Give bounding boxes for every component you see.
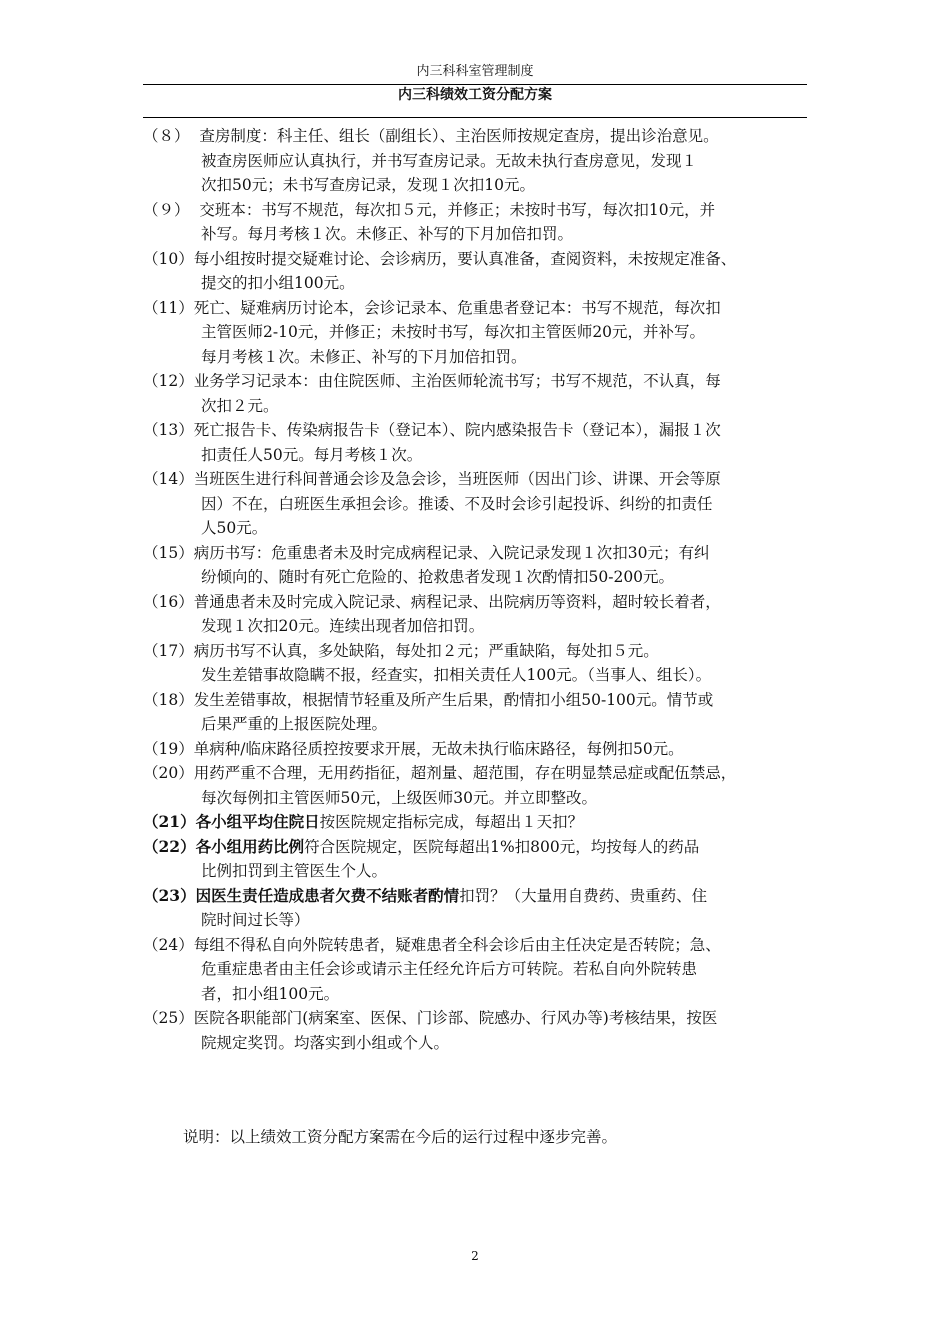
clause-number: （21）: [143, 812, 196, 831]
clause-continuation-line: 发现１次扣20元。连续出现者加倍扣罚。: [201, 617, 485, 635]
clause-number: （22）: [143, 836, 196, 856]
clause-continuation-line: 院规定奖罚。均落实到小组或个人。: [201, 1033, 450, 1052]
clause-first-line: [143, 639, 823, 664]
clause-line-text: 当班医生进行科间普通会诊及急会诊，当班医师（因出门诊、讲课、开会等原: [193, 470, 721, 488]
running-header: 内三科科室管理制度: [416, 64, 534, 79]
clause-first-line: [143, 810, 823, 835]
clause-first-line: [143, 884, 823, 909]
clause-item: [143, 369, 823, 418]
clause-line-text: 按医院规定指标完成，每超出１天扣？: [319, 813, 584, 831]
clause-number: （19）: [143, 739, 194, 758]
clause-text: [194, 418, 823, 443]
clause-number: （23）: [143, 885, 196, 905]
clause-continuation-line: 人50元。: [201, 519, 268, 537]
clause-item: [143, 688, 823, 737]
clause-number: （９）: [143, 200, 200, 219]
clause-number: （25）: [143, 1009, 194, 1027]
document-body: [143, 124, 823, 1055]
clause-item: [143, 467, 823, 541]
clause-number: （20）: [143, 764, 194, 782]
clause-line-text: 死亡报告卡、传染病报告卡（登记本）、院内感染报告卡（登记本），漏报１次: [193, 421, 721, 439]
clause-continuation-line: 危重症患者由主任会诊或请示主任经允许后方可转院。若私自向外院转患: [201, 960, 698, 978]
clause-item: [143, 884, 823, 933]
clause-line-text: 业务学习记录本：由住院医师、主治医师轮流书写；书写不规范，不认真，每: [193, 372, 721, 390]
clause-text: [196, 810, 823, 835]
clause-number: （12）: [143, 372, 194, 390]
clause-continuation-line: 纷倾向的、随时有死亡危险的、抢救患者发现１次酌情扣50-200元。: [201, 568, 675, 586]
clause-item: [143, 810, 823, 835]
clause-bold-lead: 各小组用药比例: [195, 836, 305, 856]
page-number: 2: [471, 1249, 479, 1263]
clause-first-line: [143, 247, 823, 272]
title-rule: [143, 117, 807, 118]
clause-line-text: 发生差错事故，根据情节轻重及所产生后果，酌情扣小组50-100元。情节或: [193, 690, 714, 709]
clause-number: （10）: [143, 249, 194, 268]
clause-text: [194, 933, 823, 958]
clause-text: [194, 737, 823, 762]
clause-item: [143, 761, 823, 810]
clause-item: [143, 933, 823, 1007]
clause-text: [199, 198, 823, 223]
clause-first-line: [143, 590, 823, 615]
clause-text: [199, 124, 823, 149]
clause-continuation-line: 每月考核１次。未修正、补写的下月加倍扣罚。: [201, 347, 527, 366]
clause-item: [143, 124, 823, 198]
clause-item: [143, 835, 823, 884]
clause-continuation-line: 院时间过长等）: [201, 911, 310, 929]
clause-first-line: [143, 761, 823, 786]
clause-number: （16）: [143, 592, 194, 611]
clause-continuation-line: 次扣50元；未书写查房记录，发现１次扣10元。: [201, 176, 535, 194]
clause-continuation-line: 比例扣罚到主管医生个人。: [201, 862, 388, 880]
clause-text: [194, 1006, 823, 1031]
clause-text: [196, 884, 823, 909]
clause-continuation-line: 被查房医师应认真执行，并书写查房记录。无故未执行查房意见，发现１: [201, 151, 698, 170]
clause-line-text: 单病种/临床路径质控按要求开展，无故未执行临床路径，每例扣50元。: [193, 739, 684, 758]
clause-item: [143, 247, 823, 296]
clause-line-text: 每组不得私自向外院转患者，疑难患者全科会诊后由主任决定是否转院；急、: [193, 935, 721, 954]
clause-first-line: [143, 541, 823, 566]
clause-continuation-line: 发生差错事故隐瞒不报，经查实，扣相关责任人100元。（当事人、组长）。: [201, 666, 712, 684]
clause-number: （11）: [143, 298, 194, 317]
clause-first-line: [143, 933, 823, 958]
clause-line-text: 每小组按时提交疑难讨论、会诊病历，要认真准备，查阅资料，未按规定准备、: [193, 249, 737, 268]
clause-item: [143, 1006, 823, 1055]
clause-first-line: [143, 198, 823, 223]
clause-text: [194, 247, 823, 272]
clause-line-text: 死亡、疑难病历讨论本，会诊记录本、危重患者登记本：书写不规范，每次扣: [193, 298, 721, 317]
clause-number: （13）: [143, 421, 194, 439]
clause-text: [194, 761, 823, 786]
clause-continuation-line: 补写。每月考核１次。未修正、补写的下月加倍扣罚。: [201, 225, 574, 243]
clause-text: [194, 369, 823, 394]
clause-line-text: 医院各职能部门(病案室、医保、门诊部、院感办、行风办等)考核结果，按医: [193, 1009, 718, 1027]
clause-text: [194, 541, 823, 566]
clause-first-line: [143, 296, 823, 321]
clause-continuation-line: 者，扣小组100元。: [201, 984, 340, 1003]
clause-number: （17）: [143, 641, 194, 660]
clause-first-line: [143, 688, 823, 713]
clause-bold-lead: 因医生责任造成患者欠费不结账者酌情: [195, 885, 460, 905]
closing-note: 说明：以上绩效工资分配方案需在今后的运行过程中逐步完善。: [183, 1128, 618, 1146]
clause-number: （18）: [143, 690, 194, 709]
clause-continuation-line: 主管医师2-10元，并修正；未按时书写，每次扣主管医师20元，并补写。: [201, 323, 706, 341]
clause-line-text: 查房制度：科主任、组长（副组长）、主治医师按规定查房，提出诊治意见。: [199, 127, 719, 145]
clause-text: [194, 467, 823, 492]
clause-number: （24）: [143, 935, 194, 954]
clause-line-text: 病历书写：危重患者未及时完成病程记录、入院记录发现１次扣30元；有纠: [193, 543, 710, 562]
clause-item: [143, 737, 823, 762]
clause-first-line: [143, 467, 823, 492]
clause-continuation-line: 后果严重的上报医院处理。: [201, 715, 388, 733]
clause-text: [196, 835, 823, 860]
clause-continuation-line: 因）不在，白班医生承担会诊。推诿、不及时会诊引起投诉、纠纷的扣责任: [201, 494, 713, 513]
header-rule: [143, 84, 807, 85]
clause-item: [143, 418, 823, 467]
clause-item: [143, 639, 823, 688]
clause-line-text: 扣罚？（大量用自费药、贵重药、住: [459, 886, 708, 905]
clause-number: （14）: [143, 470, 194, 488]
clause-continuation-line: 扣责任人50元。每月考核１次。: [201, 445, 423, 464]
clause-continuation-line: 每次每例扣主管医师50元，上级医师30元。并立即整改。: [201, 788, 597, 807]
clause-number: （８）: [143, 127, 200, 145]
clause-first-line: [143, 369, 823, 394]
clause-line-text: 交班本：书写不规范，每次扣５元，并修正；未按时书写，每次扣10元，并: [199, 200, 716, 219]
clause-number: （15）: [143, 543, 194, 562]
clause-line-text: 普通患者未及时完成入院记录、病程记录、出院病历等资料，超时较长着者，: [193, 592, 721, 611]
clause-first-line: [143, 124, 823, 149]
clause-first-line: [143, 418, 823, 443]
clause-bold-lead: 各小组平均住院日: [195, 812, 320, 831]
clause-item: [143, 296, 823, 370]
clause-continuation-line: 提交的扣小组100元。: [201, 274, 355, 292]
clause-first-line: [143, 737, 823, 762]
clause-item: [143, 198, 823, 247]
clause-item: [143, 590, 823, 639]
clause-text: [194, 296, 823, 321]
clause-text: [194, 590, 823, 615]
clause-item: [143, 541, 823, 590]
document-title: 内三科绩效工资分配方案: [398, 87, 552, 103]
clause-text: [194, 639, 823, 664]
clause-text: [194, 688, 823, 713]
clause-line-text: 病历书写不认真，多处缺陷，每处扣２元；严重缺陷，每处扣５元。: [193, 641, 659, 660]
clause-line-text: 用药严重不合理，无用药指征，超剂量、超范围，存在明显禁忌症或配伍禁忌，: [193, 764, 737, 782]
clause-first-line: [143, 1006, 823, 1031]
clause-first-line: [143, 835, 823, 860]
clause-line-text: 符合医院规定，医院每超出1%扣800元，均按每人的药品: [304, 837, 700, 856]
clause-continuation-line: 次扣２元。: [201, 396, 279, 415]
